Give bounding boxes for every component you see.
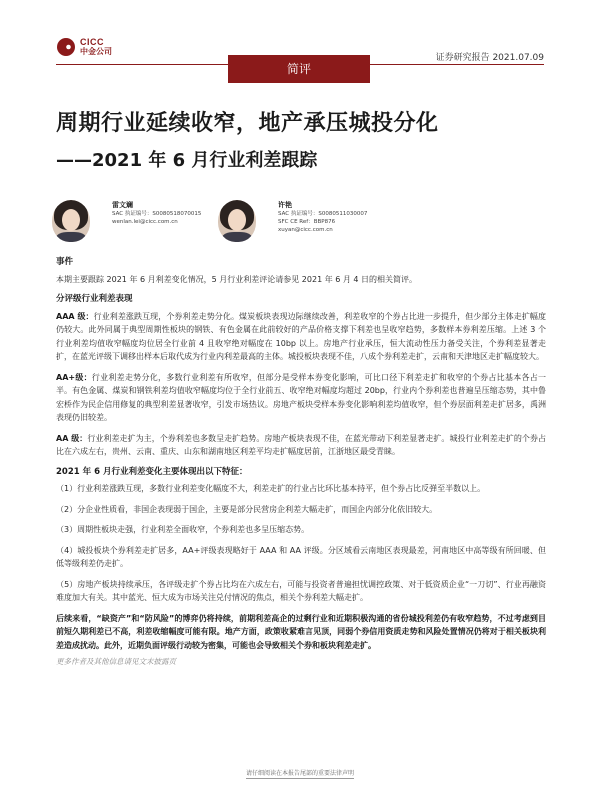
- features-heading: 2021 年 6 月行业利差变化主要体现出以下特征：: [56, 466, 248, 477]
- feature-item: （3）周期性板块走强，行业利差全面收窄，个券利差也多呈压缩态势。: [56, 525, 310, 534]
- report-subtitle: ——2021 年 6 月行业利差跟踪: [56, 150, 318, 171]
- analyst-name: 雷文斓: [112, 201, 133, 209]
- feature-item: （5）房地产板块持续承压，各评级走扩个券占比均在六成左右，可能与投资者普遍担忧调控政策、对于低资质企业“一刀切”、行业再融资难度加大有关。其中蓝光、恒大成为市场关注兑付情况的焦点，相关个券利差大幅走扩。: [56, 579, 546, 602]
- analyst-sac: SAC 执证编号：S0080518070015: [112, 211, 202, 217]
- report-title: 周期行业延续收窄，地产承压城投分化: [56, 111, 439, 136]
- analyst-name: 许艳: [278, 201, 292, 209]
- analyst-photo: [218, 200, 256, 242]
- report-tag: 简评: [228, 55, 370, 83]
- event-paragraph: 本期主要跟踪 2021 年 6 月利差变化情况，5 月行业利差评论请参见 2021 年 6 月 4 日的相关简评。: [56, 274, 418, 284]
- aa-paragraph: [56, 432, 546, 459]
- cicc-logo-icon: [56, 37, 76, 57]
- rating-heading: 分评级行业利差表现: [56, 294, 133, 304]
- cicc-logo: [56, 37, 112, 57]
- legal-footer[interactable]: [0, 768, 600, 777]
- aa-plus-label: AA+级：: [56, 372, 92, 382]
- analyst-sfc: SFC CE Ref：BBP876: [278, 219, 336, 225]
- aaa-text: 行业利差涨跌互现，个券利差走势分化。煤炭板块表现边际继续改善，利差收窄的个券占比进一步提升，但少部分主体走扩幅度仍较大。此外同属于典型周期性板块的钢铁、有色金属在此前较好的产品价格支撑下利差也呈收窄趋势，多数样本券利差压缩。上述 3 个行业利差均值收窄幅度均位居全行业前 4 且收窄绝对幅度在 10bp 以上。房地产行业承压，恒大流动性压力备受关注，个券利差显著走扩，在蓝光评级下调移出样本后取代成为行业内利差最高的主体。城投板块表现不佳，八成个券利差走扩，云南和天津地区走扩幅度较大。: [56, 311, 547, 361]
- aa-text: 行业利差走扩为主，个券利差也多数呈走扩趋势。房地产板块表现不佳，在蓝光带动下利差显著走扩。城投行业利差走扩的个券占比在六成左右，贵州、云南、重庆、山东和湖南地区利差平均走扩幅度居前，江浙地区最受青睐。: [56, 433, 546, 456]
- event-heading: 事件: [56, 257, 74, 267]
- analyst-photo: [52, 200, 90, 242]
- analyst-email: wenlan.lei@cicc.com.cn: [112, 219, 178, 225]
- aa-label: AA 级：: [56, 433, 88, 443]
- analyst-card: [52, 200, 201, 242]
- logo-text-cn: 中金公司: [80, 47, 112, 56]
- more-info-note[interactable]: 更多作者及其他信息请见文末披露页: [56, 657, 176, 666]
- feature-item: （4）城投板块个券利差走扩居多，AA+评级表现略好于 AAA 和 AA 评级。分区域看云南地区表现最差，河南地区中高等级有所回暖、但低等级利差仍走扩。: [56, 545, 546, 568]
- report-type-date: 证券研究报告 2021.07.09: [435, 53, 544, 63]
- analyst-email: xuyan@cicc.com.cn: [278, 227, 333, 233]
- analyst-card: [218, 200, 367, 242]
- aaa-paragraph: [56, 310, 546, 364]
- aa-plus-text: 行业利差走势分化，多数行业利差有所收窄，但部分是受样本券变化影响，可比口径下利差走扩和收窄的个券占比基本各占一半。有色金属、煤炭和钢铁利差均值收窄幅度均位于全行业前五、收窄绝对幅度均超过 20bp，行业内个券利差也普遍呈压缩态势，其中鲁宏桥作为民企信用修复的典型利差显著收窄，引发市场热议。房地产板块受样本券变化影响利差均值收窄，但个券层面利差走扩居多，禹洲表现仍旧较差。: [56, 372, 546, 422]
- aaa-label: AAA 级：: [56, 311, 94, 321]
- aa-plus-paragraph: [56, 371, 546, 425]
- feature-item: （1）行业利差涨跌互现，多数行业利差变化幅度不大，利差走扩的行业占比环比基本持平，但个券占比反弹至半数以上。: [56, 484, 486, 493]
- analyst-sac: SAC 执证编号：S0080511030007: [278, 211, 368, 217]
- report-body: [56, 256, 546, 669]
- legal-footer-text[interactable]: 请仔细阅读在本报告尾部的重要法律声明: [245, 770, 354, 777]
- outlook-paragraph: 后续来看，“缺资产”和“防风险”的博弈仍将持续，前期利差高企的过剩行业和近期积极沟通的省份城投利差仍有收窄趋势，不过考虑到目前短久期利差已不高，利差收缩幅度可能有限。地产方面，政策收紧难言见顶，同弱个券信用资质走势和风险处置情况仍将对于相关板块利差造成扰动。此外，近期负面评级行动较为密集，可能也会导致相关个券和板块利差走扩。: [56, 613, 546, 650]
- feature-item: （2）分企业性质看，非国企表现弱于国企，主要是部分民营房企利差大幅走扩，而国企内部分化依旧较大。: [56, 504, 438, 514]
- logo-text-en: CICC: [80, 37, 104, 47]
